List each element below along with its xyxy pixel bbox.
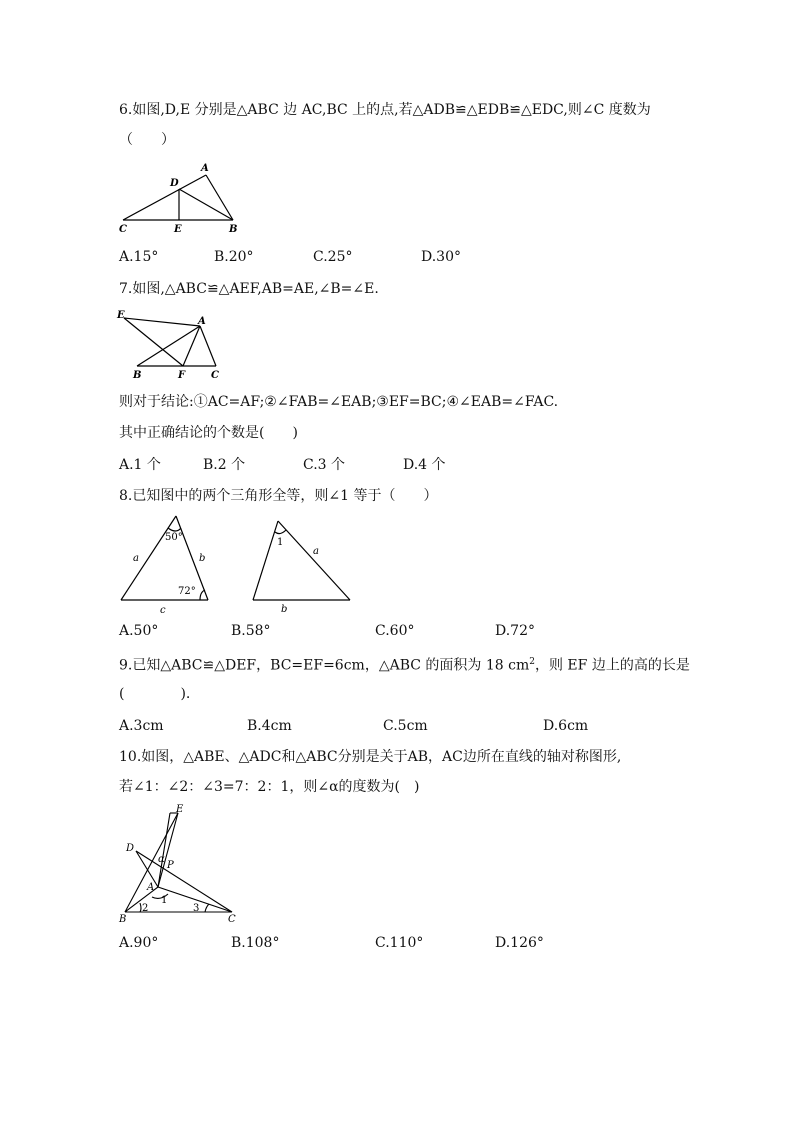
q7-option-a: A.1 个: [119, 457, 161, 473]
q6-label-e: E: [174, 224, 182, 235]
q8-option-d: D.72°: [495, 623, 535, 639]
q10-label-1: 1: [161, 895, 168, 906]
q10-label-e: E: [176, 804, 184, 815]
q10-label-a: A: [147, 882, 155, 893]
q7-label-f: F: [178, 370, 186, 381]
q7-conclusions: 则对于结论:①AC=AF;②∠FAB=∠EAB;③EF=BC;④∠EAB=∠FAC.: [119, 394, 559, 410]
q10-stem-line2: 若∠1：∠2：∠3=7：2：1，则∠α的度数为( ): [119, 779, 420, 795]
q9-option-c: C.5cm: [383, 718, 428, 734]
q7-question: 其中正确结论的个数是( ): [119, 425, 298, 441]
q10-label-d: D: [126, 843, 135, 854]
q10-option-b: B.108°: [231, 935, 280, 951]
q10-label-3: 3: [193, 903, 200, 914]
q9-paren: ( ).: [119, 686, 191, 702]
q10-label-b: B: [119, 914, 127, 925]
q10-option-d: D.126°: [495, 935, 544, 951]
q9-option-d: D.6cm: [543, 718, 589, 734]
q6-stem: 6.如图,D,E 分别是△ABC 边 AC,BC 上的点,若△ADB≌△EDB≌△EDC,则∠C 度数为: [119, 102, 651, 118]
q8-left-side-a: a: [133, 553, 139, 564]
q9-stem-sup: 2: [529, 657, 535, 667]
q7-option-b: B.2 个: [203, 457, 246, 473]
q8-left-side-b: b: [199, 553, 206, 564]
q10-label-c: C: [228, 914, 236, 925]
q10-label-alpha: α: [158, 854, 165, 865]
q7-option-c: C.3 个: [303, 457, 346, 473]
q10-option-a: A.90°: [119, 935, 159, 951]
q6-option-a: A.15°: [119, 249, 159, 265]
q9-stem: [119, 653, 690, 675]
q10-stem-line1: 10.如图，△ABE、△ADC和△ABC分别是关于AB，AC边所在直线的轴对称图形,: [119, 749, 622, 765]
q8-option-c: C.60°: [375, 623, 415, 639]
q7-label-e: E: [117, 310, 125, 321]
q9-stem-pre: 9.已知△ABC≌△DEF，BC=EF=6cm，△ABC 的面积为 18 cm: [119, 657, 530, 674]
q9-option-b: B.4cm: [247, 718, 292, 734]
q8-left-angle-right: 72°: [178, 586, 196, 597]
q8-stem: 8.已知图中的两个三角形全等，则∠1 等于（ ）: [119, 488, 438, 504]
q6-label-c: C: [119, 224, 127, 235]
q8-left-angle-top: 50°: [165, 532, 183, 543]
q6-label-d: D: [170, 178, 179, 189]
q6-option-c: C.25°: [313, 249, 353, 265]
q9-stem-post: ，则 EF 边上的高的长是: [534, 657, 690, 674]
q8-option-a: A.50°: [119, 623, 159, 639]
q8-right-angle-1: 1: [277, 537, 284, 548]
q10-option-c: C.110°: [375, 935, 424, 951]
q6-option-b: B.20°: [214, 249, 254, 265]
q10-label-2: 2: [142, 903, 149, 914]
q7-label-a: A: [198, 316, 206, 327]
q6-option-d: D.30°: [421, 249, 461, 265]
q7-label-c: C: [211, 370, 219, 381]
q8-option-b: B.58°: [231, 623, 271, 639]
q8-left-side-c: c: [160, 605, 166, 616]
q6-label-b: B: [229, 224, 238, 235]
q8-right-side-a: a: [313, 546, 319, 557]
q9-option-a: A.3cm: [119, 718, 164, 734]
q10-label-p: P: [167, 860, 174, 871]
q6-label-a: A: [201, 163, 209, 174]
q7-label-b: B: [133, 370, 142, 381]
q6-paren: （ ）: [119, 132, 175, 148]
q7-stem: 7.如图,△ABC≌△AEF,AB=AE,∠B=∠E.: [119, 281, 379, 297]
q8-right-side-b: b: [281, 604, 288, 615]
q7-option-d: D.4 个: [403, 457, 446, 473]
